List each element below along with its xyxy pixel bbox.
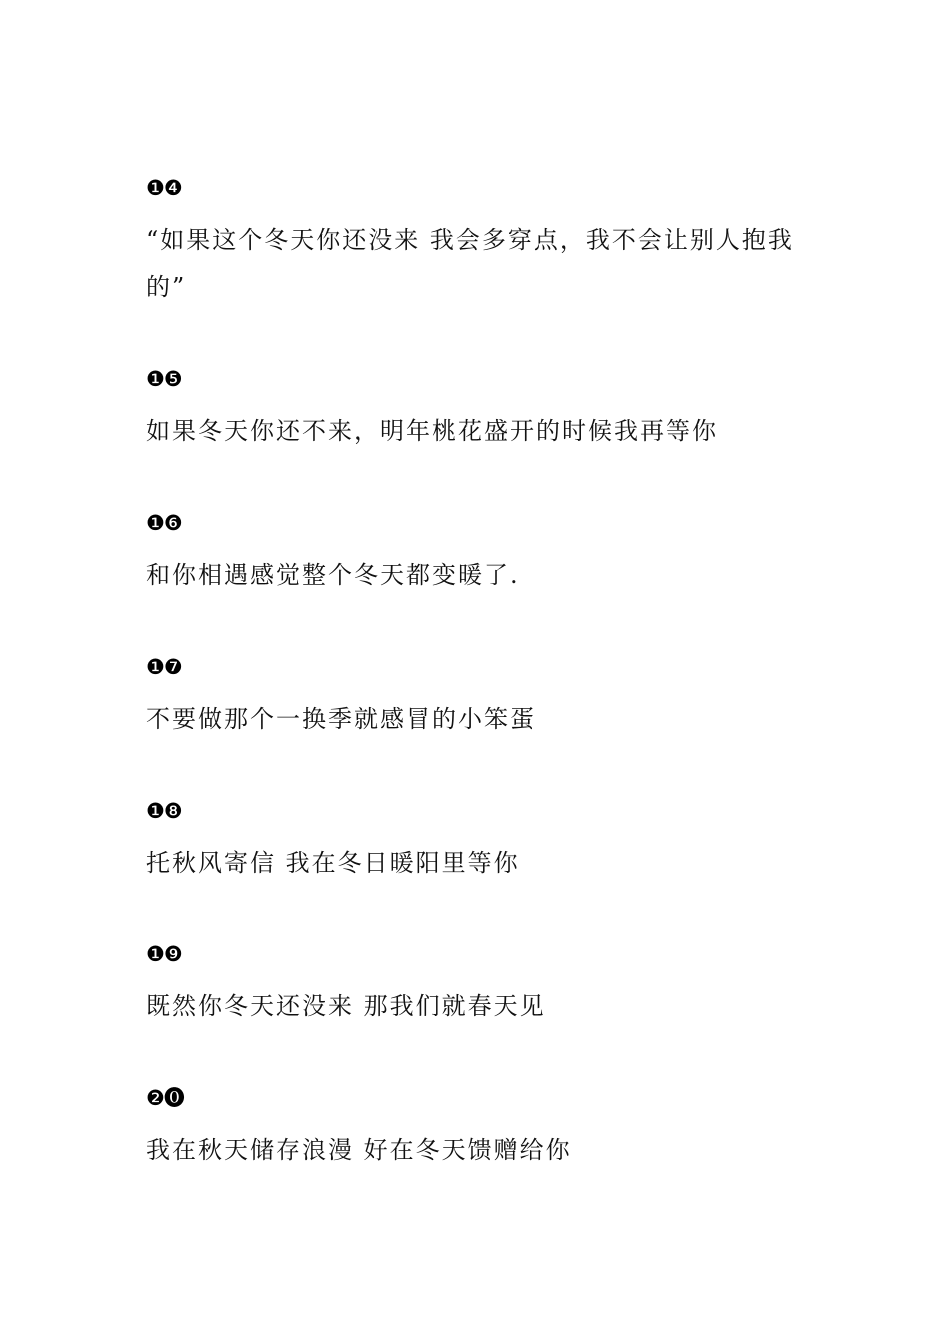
entry-text: 我在秋天储存浪漫 好在冬天馈赠给你 [146,1136,572,1164]
entry-18 [146,799,816,887]
entry-17 [146,655,816,743]
entry-number: ❶❽ [146,799,182,823]
entry-text: “如果这个冬天你还没来 我会多穿点，我不会让别人抱我的” [146,226,794,301]
entry-text: 如果冬天你还不来，明年桃花盛开的时候我再等你 [146,417,718,445]
entry-15 [146,367,816,455]
entry-number: ❶❹ [146,176,182,200]
entry-19 [146,942,816,1030]
entry-text: 不要做那个一换季就感冒的小笨蛋 [146,705,536,733]
entry-16 [146,511,816,599]
entry-text: 和你相遇感觉整个冬天都变暖了. [146,561,520,589]
entry-text: 既然你冬天还没来 那我们就春天见 [146,992,546,1020]
entry-text: 托秋风寄信 我在冬日暖阳里等你 [146,849,520,877]
entry-number: ❶❻ [146,511,182,535]
entry-number: ❷⓿ [146,1086,184,1110]
entry-20 [146,1086,816,1174]
entry-number: ❶❾ [146,942,182,966]
entry-number: ❶❺ [146,367,182,391]
entry-14 [146,176,816,311]
entry-number: ❶❼ [146,655,182,679]
